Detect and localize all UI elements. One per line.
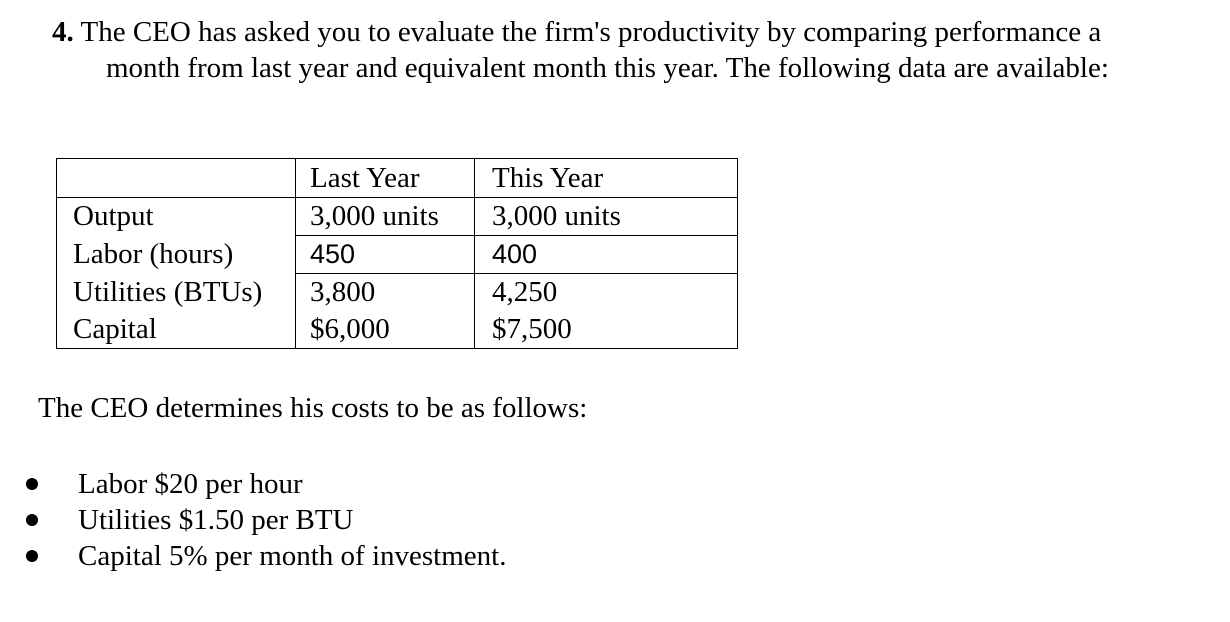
row-label-utilities: Utilities (BTUs)	[57, 274, 296, 312]
row-label-output: Output	[57, 198, 296, 236]
labor-this-year: 400	[475, 236, 738, 274]
capital-this-year: $7,500	[475, 311, 738, 349]
question-line-1-text: The CEO has asked you to evaluate the firm's productivity by comparing performance a	[80, 16, 1102, 48]
list-item	[0, 466, 506, 502]
bullet-icon	[26, 550, 38, 562]
list-item	[0, 538, 506, 574]
table-header-row	[57, 159, 738, 198]
question-number: 4.	[52, 16, 74, 48]
row-label-capital: Capital	[57, 311, 296, 349]
table-header-blank	[57, 159, 296, 198]
utilities-this-year: 4,250	[475, 274, 738, 312]
cost-labor: Labor $20 per hour	[78, 468, 303, 500]
table-header-last-year: Last Year	[296, 159, 475, 198]
table-header-this-year: This Year	[475, 159, 738, 198]
table-row-output	[57, 198, 738, 236]
utilities-last-year: 3,800	[296, 274, 475, 312]
bullet-icon	[26, 514, 38, 526]
cost-utilities: Utilities $1.50 per BTU	[78, 504, 354, 536]
bullet-icon	[26, 478, 38, 490]
table-row-capital	[57, 311, 738, 349]
data-table	[56, 158, 738, 349]
costs-list	[0, 466, 506, 574]
output-last-year: 3,000 units	[296, 198, 475, 236]
capital-last-year: $6,000	[296, 311, 475, 349]
question-text	[52, 14, 1212, 86]
row-label-labor: Labor (hours)	[57, 236, 296, 274]
cost-capital: Capital 5% per month of investment.	[78, 540, 507, 572]
output-this-year: 3,000 units	[475, 198, 738, 236]
question-line-1	[52, 14, 1212, 50]
question-line-2: month from last year and equivalent month this year. The following data are available:	[106, 52, 1109, 84]
table-row-utilities	[57, 274, 738, 312]
costs-intro: The CEO determines his costs to be as follows:	[38, 392, 588, 424]
labor-last-year: 450	[296, 236, 475, 274]
table-row-labor	[57, 236, 738, 274]
list-item	[0, 502, 506, 538]
